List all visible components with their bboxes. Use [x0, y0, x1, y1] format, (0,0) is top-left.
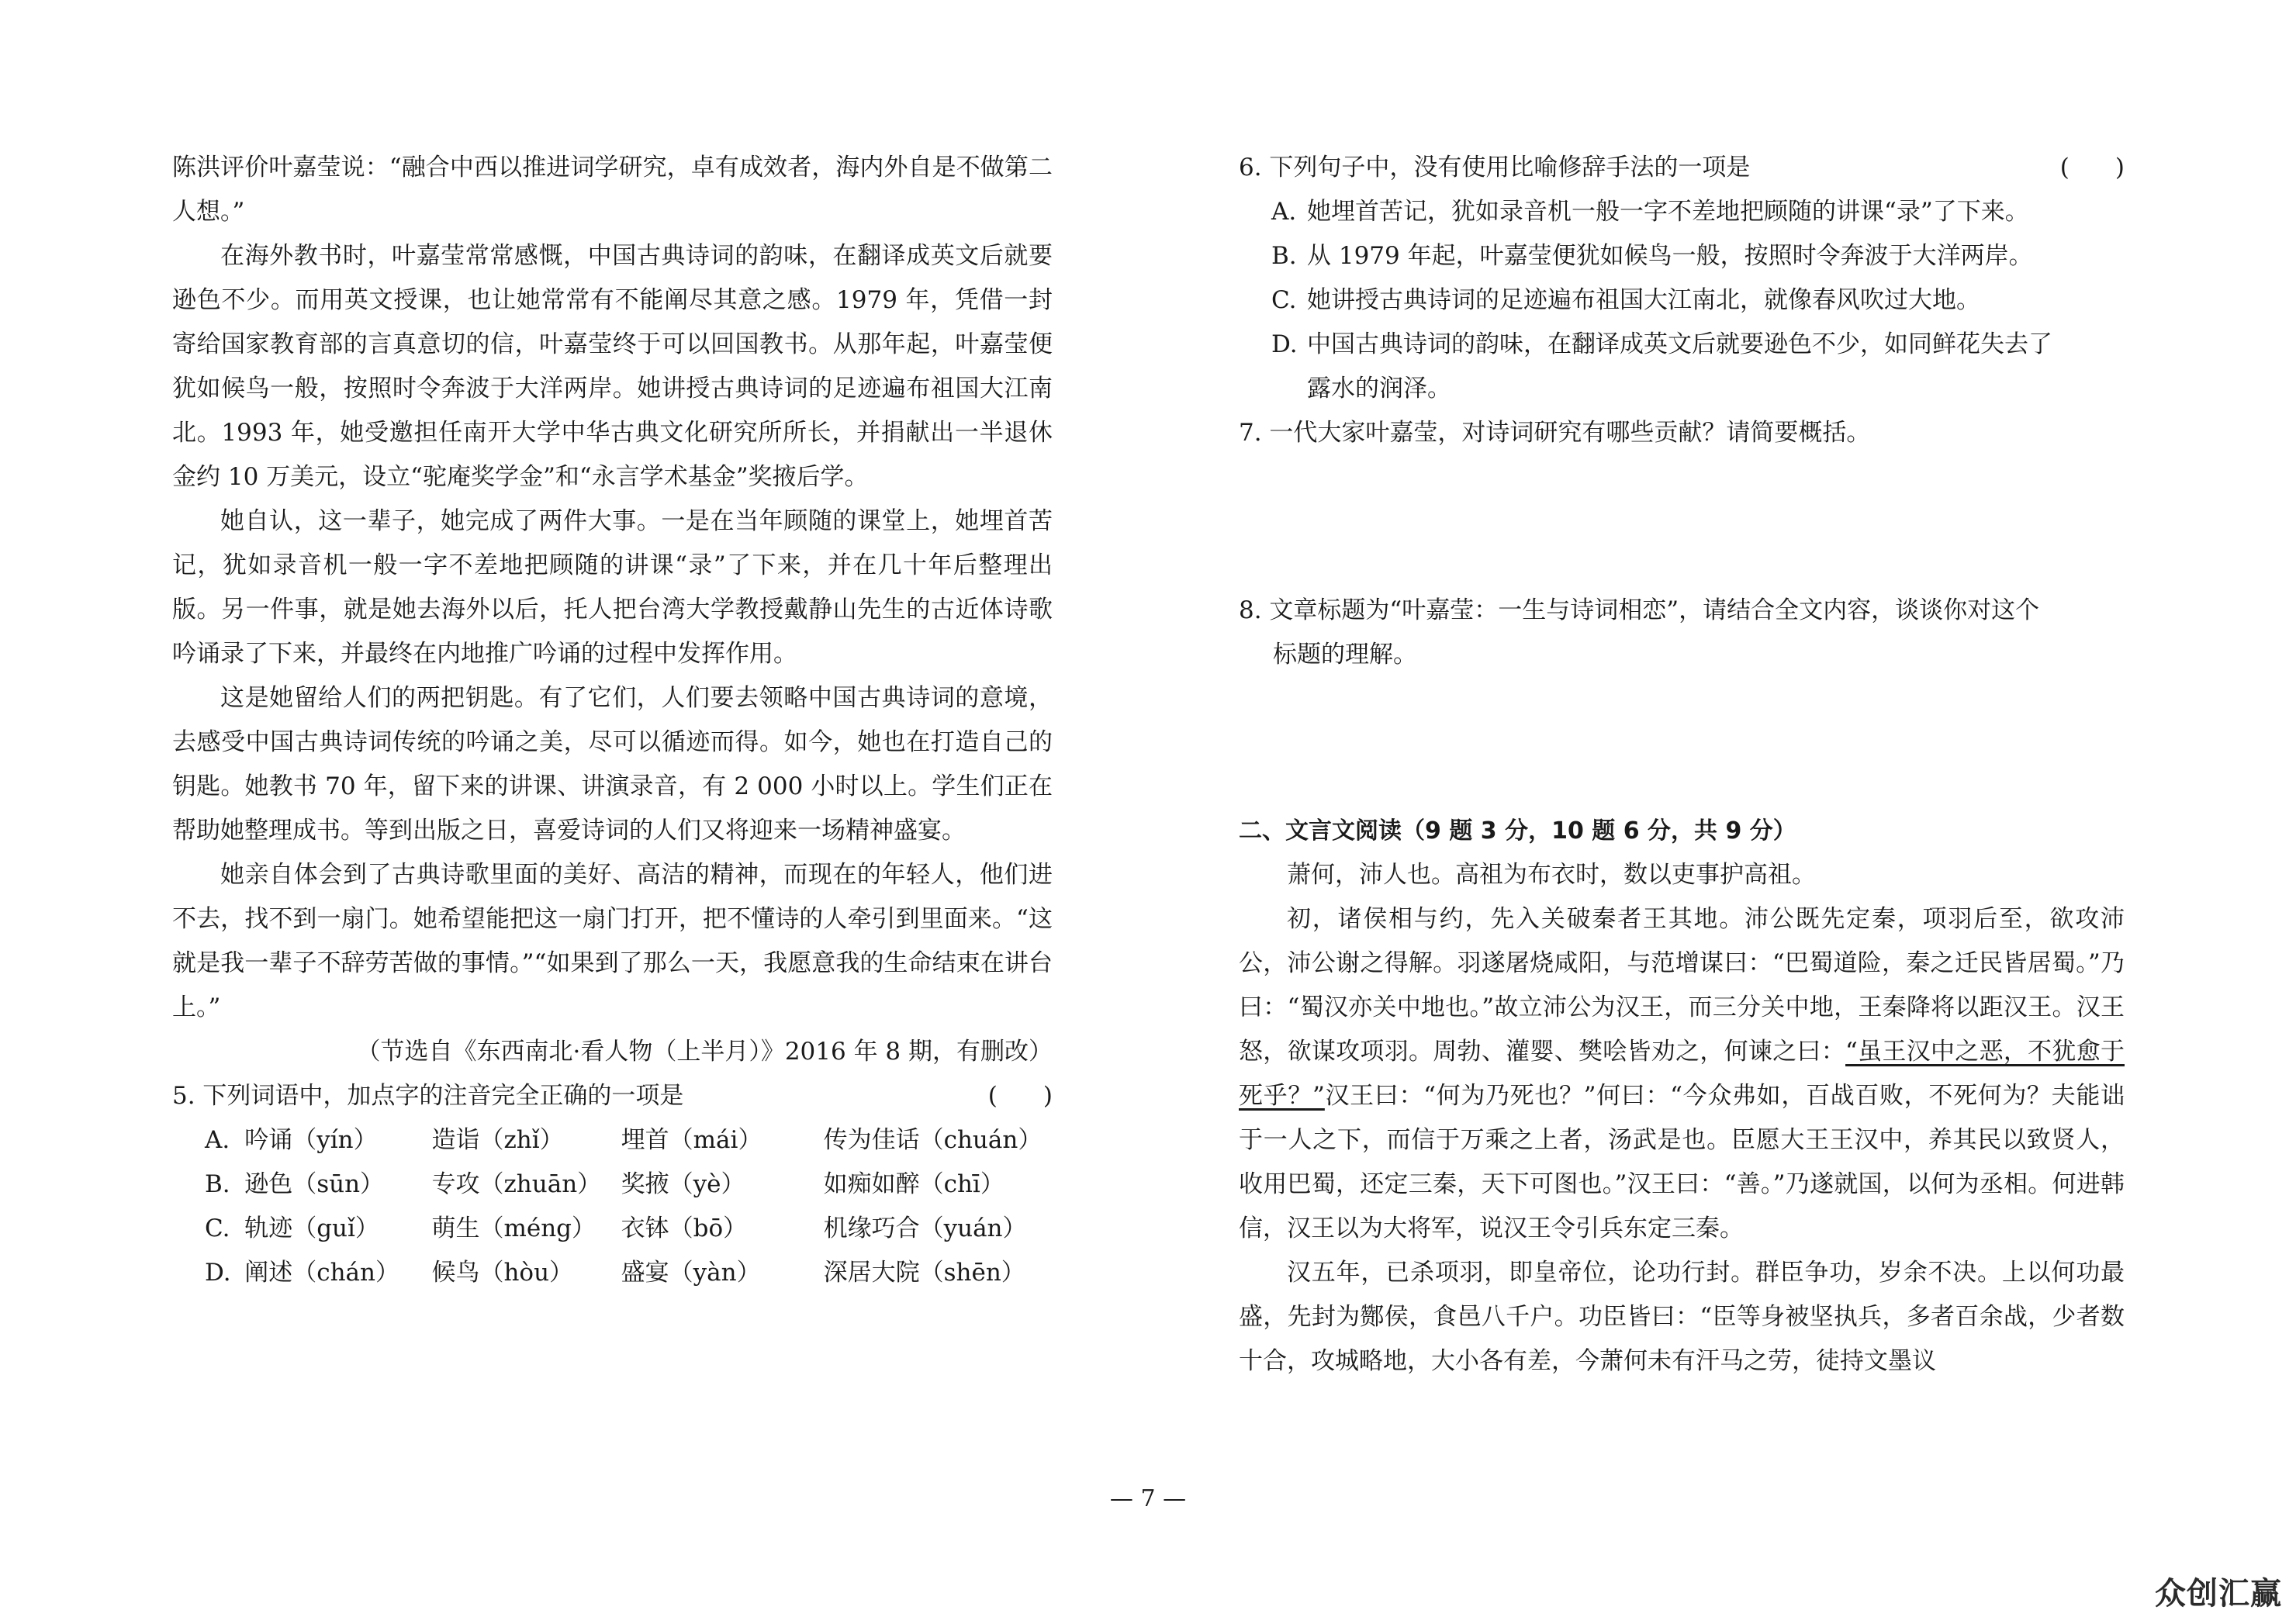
option-word: 传为佳话（chuán） — [823, 1126, 1043, 1154]
left-column — [172, 146, 1053, 1295]
classical-paragraph: 萧何，沛人也。高祖为布衣时，数以吏事护高祖。 — [1287, 861, 1816, 889]
option-row — [1271, 190, 2125, 234]
option-label: A. — [205, 1126, 230, 1154]
option-label: B. — [1271, 242, 1297, 270]
option-word: 阐述（chán） — [244, 1259, 399, 1287]
question-6-options — [1239, 190, 2125, 411]
page-number: — 7 — — [1109, 1485, 1187, 1512]
option-text: 她埋首苦记，犹如录音机一般一字不差地把顾随的讲课“录”了下来。 — [1307, 198, 2029, 226]
option-word: 专攻（zhuān） — [431, 1170, 602, 1198]
option-text: 她讲授古典诗词的足迹遍布祖国大江南北，就像春风吹过大地。 — [1307, 286, 1980, 314]
question-7: 7. 一代大家叶嘉莹，对诗词研究有哪些贡献？请简要概括。 — [1239, 419, 1871, 447]
option-word: 造诣（zhǐ） — [431, 1126, 564, 1154]
option-word: 埋首（mái） — [621, 1126, 762, 1154]
option-word: 盛宴（yàn） — [621, 1259, 761, 1287]
option-row — [205, 1118, 1053, 1163]
classical-paragraph — [1239, 897, 2125, 1251]
option-row — [205, 1251, 1053, 1295]
classical-text: 初，诸侯相与约，先入关破秦者王其地。沛公既先定秦，项羽后至，欲攻沛公，沛公谢之得解。羽遂屠烧咸阳，与范增谋曰：“巴蜀道险，秦之迁民皆居蜀。”乃曰：“蜀汉亦关中地也。”故立沛公为汉王，而三分关中地，王秦降将以距汉王。汉王怒，欲谋攻项羽。周勃、灌婴、樊哙皆劝之，何谏之曰： — [1239, 905, 2125, 1066]
passage-paragraph: 在海外教书时，叶嘉莹常常感慨，中国古典诗词的韵味，在翻译成英文后就要逊色不少。而用英文授课，也让她常常有不能阐尽其意之感。1979 年，凭借一封寄给国家教育部的言真意切的信，叶嘉莹终于可以回国教书。从那年起，叶嘉莹便犹如候鸟一般，按照时令奔波于大洋两岸。她讲授古典诗词的足迹遍布祖国大江南北。1993 年，她受邀担任南开大学中华古典文化研究所所长，并捐献出一半退休金约 10 万美元，设立“驼庵奖学金”和“永言学术基金”奖掖后学。 — [172, 242, 1053, 491]
answer-blank: ( ) — [2059, 154, 2125, 181]
option-word: 衣钵（bō） — [621, 1215, 748, 1242]
question-5-options — [172, 1118, 1053, 1295]
option-label: D. — [1271, 330, 1298, 358]
answer-space[interactable] — [1239, 455, 2125, 589]
option-label: C. — [1271, 286, 1297, 314]
option-row — [1271, 323, 2125, 367]
option-row — [1271, 278, 2125, 323]
option-word: 逊色（sūn） — [244, 1170, 385, 1198]
question-5 — [172, 1074, 1053, 1118]
underlined-sentence: “虽王汉中之恶，不犹愈于死乎？” — [1239, 1038, 2125, 1110]
option-word: 深居大院（shēn） — [823, 1259, 1025, 1287]
option-continuation: 露水的润泽。 — [1307, 375, 1451, 403]
right-column — [1239, 146, 2125, 1384]
passage-paragraph: 她自认，这一辈子，她完成了两件大事。一是在当年顾随的课堂上，她埋首苦记，犹如录音机一般一字不差地把顾随的讲课“录”了下来，并在几十年后整理出版。另一件事，就是她去海外以后，托人把台湾大学教授戴静山先生的古近体诗歌吟诵录了下来，并最终在内地推广吟诵的过程中发挥作用。 — [172, 507, 1053, 668]
option-label: A. — [1271, 198, 1297, 226]
answer-blank: ( ) — [987, 1082, 1053, 1110]
question-6-stem: 6. 下列句子中，没有使用比喻修辞手法的一项是 — [1239, 154, 1751, 181]
answer-space[interactable] — [1239, 677, 2125, 809]
option-label: C. — [205, 1215, 230, 1242]
question-6 — [1239, 146, 2125, 190]
option-word: 如痴如醉（chī） — [823, 1170, 1004, 1198]
option-text: 从 1979 年起，叶嘉莹便犹如候鸟一般，按照时令奔波于大洋两岸。 — [1307, 242, 2033, 270]
option-word: 轨迹（guǐ） — [244, 1215, 379, 1242]
option-word: 吟诵（yín） — [244, 1126, 378, 1154]
option-word: 萌生（méng） — [431, 1215, 596, 1242]
option-row — [205, 1163, 1053, 1207]
passage-source: （节选自《东西南北·看人物（上半月）》2016 年 8 期，有删改） — [356, 1038, 1053, 1066]
option-label: B. — [205, 1170, 230, 1198]
passage-paragraph: 她亲自体会到了古典诗歌里面的美好、高洁的精神，而现在的年轻人，他们进不去，找不到一扇门。她希望能把这一扇门打开，把不懂诗的人牵引到里面来。“这就是我一辈子不辞劳苦做的事情。”“如果到了那么一天，我愿意我的生命结束在讲台上。” — [172, 861, 1053, 1021]
classical-text: 汉王曰：“何为乃死也？”何曰：“今众弗如，百战百败，不死何为？夫能诎于一人之下，而信于万乘之上者，汤武是也。臣愿大王王汉中，养其民以致贤人，收用巴蜀，还定三秦，天下可图也。”汉王曰：“善。”乃遂就国，以何为丞相。何进韩信，汉王以为大将军，说汉王令引兵东定三秦。 — [1239, 1082, 2125, 1242]
watermark-logo: 众创汇赢 — [2155, 1576, 2282, 1612]
passage-paragraph: 这是她留给人们的两把钥匙。有了它们，人们要去领略中国古典诗词的意境，去感受中国古典诗词传统的吟诵之美，尽可以循迹而得。如今，她也在打造自己的钥匙。她教书 70 年，留下来的讲课、讲演录音，有 2 000 小时以上。学生们正在帮助她整理成书。等到出版之日，喜爱诗词的人们又将迎来一场精神盛宴。 — [172, 684, 1053, 845]
option-row — [205, 1207, 1053, 1251]
passage-paragraph: 陈洪评价叶嘉莹说：“融合中西以推进词学研究，卓有成效者，海内外自是不做第二人想。” — [172, 154, 1053, 226]
option-word: 候鸟（hòu） — [431, 1259, 574, 1287]
section-2-title: 二、文言文阅读（9 题 3 分，10 题 6 分，共 9 分） — [1239, 817, 1796, 845]
option-word: 奖掖（yè） — [621, 1170, 745, 1198]
classical-paragraph: 汉五年，已杀项羽，即皇帝位，论功行封。群臣争功，岁余不决。上以何功最盛，先封为酂侯，食邑八千户。功臣皆曰：“臣等身被坚执兵，多者百余战，少者数十合，攻城略地，大小各有差，今萧何未有汗马之劳，徒持文墨议 — [1239, 1259, 2125, 1375]
option-word: 机缘巧合（yuán） — [823, 1215, 1027, 1242]
option-label: D. — [205, 1259, 231, 1287]
question-5-stem: 5. 下列词语中，加点字的注音完全正确的一项是 — [172, 1082, 684, 1110]
question-8: 8. 文章标题为“叶嘉莹：一生与诗词相恋”，请结合全文内容，谈谈你对这个 — [1239, 596, 2040, 624]
option-row — [1271, 234, 2125, 278]
question-8-continuation: 标题的理解。 — [1273, 641, 1417, 669]
option-text: 中国古典诗词的韵味，在翻译成英文后就要逊色不少，如同鲜花失去了 — [1307, 330, 2052, 358]
